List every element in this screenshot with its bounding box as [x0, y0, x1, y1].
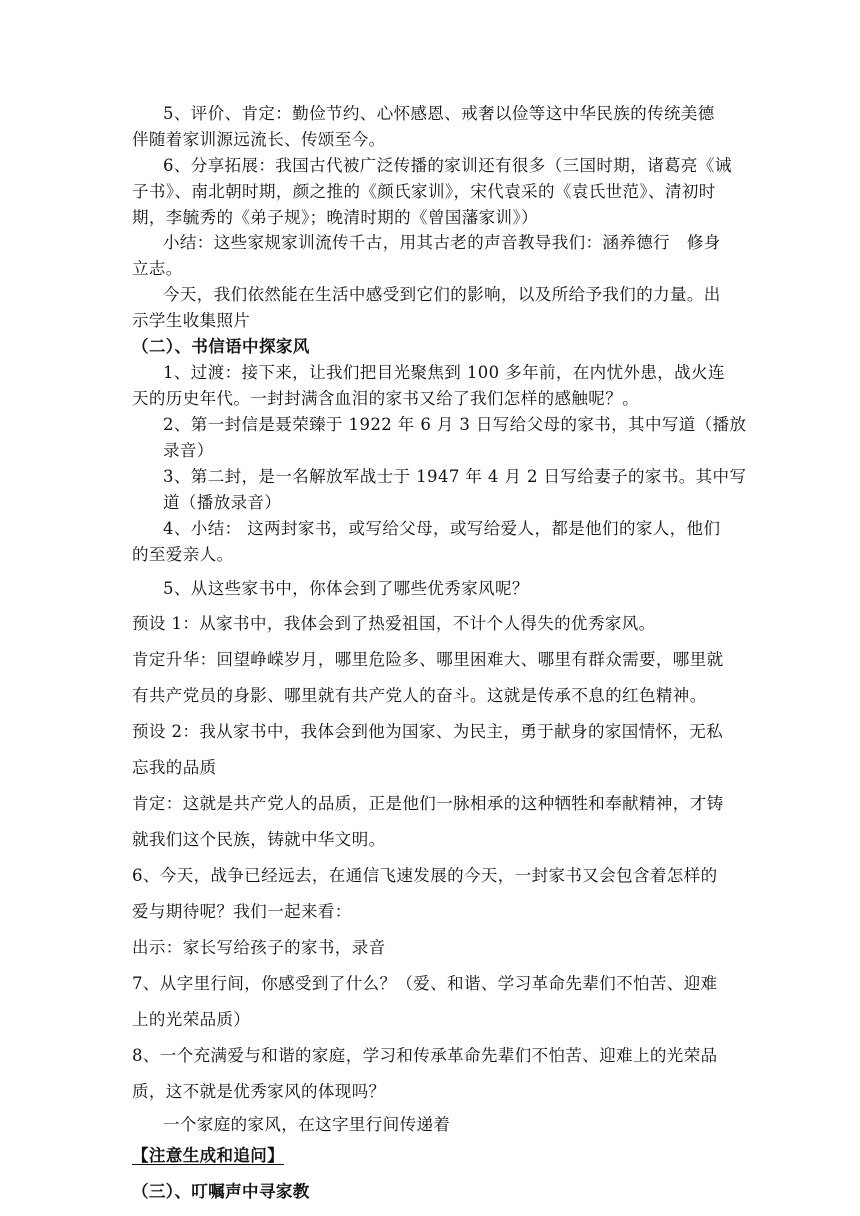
paragraph-line: 5、从这些家书中，你体会到了哪些优秀家风呢？ [163, 579, 529, 598]
paragraph-line: 6、分享拓展：我国古代被广泛传播的家训还有很多（三国时期，诸葛亮《诫 [163, 156, 732, 175]
paragraph-line: 期，李毓秀的《弟子规》；晚清时期的《曾国藩家训》） [132, 208, 538, 227]
paragraph-line: 有共产党员的身影、哪里就有共产党人的奋斗。这就是传承不息的红色精神。 [132, 686, 707, 705]
paragraph-line: 示学生收集照片 [132, 311, 251, 330]
paragraph-line: 一个家庭的家风，在这字里行间传递着 [163, 1115, 451, 1134]
paragraph-line: 忘我的品质 [132, 758, 217, 777]
paragraph-line: 出示：家长写给孩子的家书，录音 [132, 938, 386, 957]
note-reminder: 【注意生成和追问】 [132, 1146, 285, 1165]
paragraph-line: 立志。 [132, 259, 183, 278]
paragraph-line: 录音） [163, 441, 214, 460]
paragraph-line: 1、过渡：接下来，让我们把目光聚焦到 100 多年前，在内忧外患，战火连 [163, 363, 725, 382]
section-heading-three: （三）、叮嘱声中寻家教 [132, 1182, 310, 1201]
paragraph-line: 天的历史年代。一封封满含血泪的家书又给了我们怎样的感触呢？。 [132, 389, 639, 408]
paragraph-line: 就我们这个民族，铸就中华文明。 [132, 830, 386, 849]
paragraph-line: 4、小结： 这两封家书，或写给父母，或写给爱人，都是他们的家人，他们 [163, 519, 721, 538]
paragraph-line: 肯定升华：回望峥嵘岁月，哪里危险多、哪里困难大、哪里有群众需要，哪里就 [132, 650, 724, 669]
paragraph-line: 预设 1：从家书中，我体会到了热爱祖国，不计个人得失的优秀家风。 [132, 614, 656, 633]
paragraph-line: 子书》、南北朝时期，颜之推的《颜氏家训》，宋代袁采的《袁氏世范》、清初时 [132, 182, 716, 201]
paragraph-line: 今天，我们依然能在生活中感受到它们的影响，以及所给予我们的力量。出 [163, 285, 721, 304]
paragraph-line: 道（播放录音） [163, 493, 282, 512]
paragraph-line: 8、一个充满爱与和谐的家庭，学习和传承革命先辈们不怕苦、迎难上的光荣品 [132, 1046, 718, 1065]
paragraph-line: 爱与期待呢？我们一起来看： [132, 902, 352, 921]
paragraph-line: 的至爱亲人。 [132, 545, 234, 564]
paragraph-line: 3、第二封，是一名解放军战士于 1947 年 4 月 2 日写给妻子的家书。其中写 [163, 467, 747, 486]
paragraph-line: 上的光荣品质） [132, 1010, 251, 1029]
paragraph-line: 2、第一封信是聂荣臻于 1922 年 6 月 3 日写给父母的家书，其中写道（播放 [163, 415, 747, 434]
paragraph-line: 肯定：这就是共产党人的品质，正是他们一脉相承的这种牺牲和奉献精神，才铸 [132, 794, 724, 813]
paragraph-line: 7、从字里行间，你感受到了什么？（爱、和谐、学习革命先辈们不怕苦、迎难 [132, 974, 718, 993]
section-heading-two: （二）、书信语中探家风 [132, 337, 310, 356]
paragraph-line: 伴随着家训源远流长、传颂至今。 [132, 130, 386, 149]
paragraph-line: 质，这不就是优秀家风的体现吗？ [132, 1082, 386, 1101]
paragraph-line: 5、评价、肯定：勤俭节约、心怀感恩、戒奢以俭等这中华民族的传统美德 [163, 104, 715, 123]
paragraph-line: 小结：这些家规家训流传千古，用其古老的声音教导我们：涵养德行 修身 [163, 233, 721, 252]
paragraph-line: 6、今天，战争已经远去，在通信飞速发展的今天，一封家书又会包含着怎样的 [132, 866, 718, 885]
paragraph-line: 预设 2：我从家书中，我体会到他为国家、为民主，勇于献身的家国情怀，无私 [132, 722, 724, 741]
